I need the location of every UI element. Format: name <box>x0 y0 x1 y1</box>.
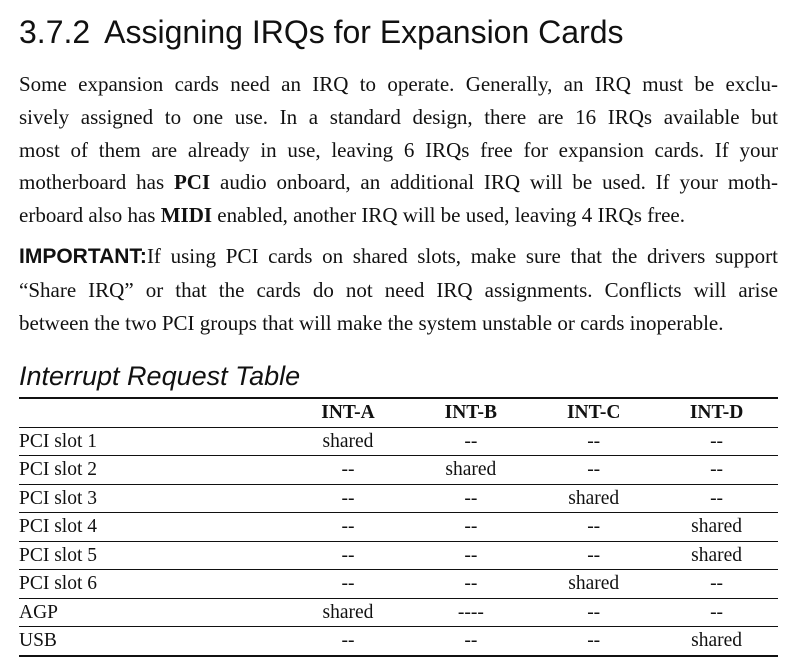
header-cell: INT-A <box>321 402 375 423</box>
important-label: IMPORTANT: <box>19 245 147 268</box>
irq-cell: -- <box>532 456 655 485</box>
table-row <box>19 484 778 513</box>
intro-line: sively assigned to one use. In a standard design, there are 16 IRQs available but <box>19 104 778 129</box>
table-row <box>19 513 778 542</box>
midi-term: MIDI <box>160 203 213 228</box>
irq-cell: shared <box>532 484 655 513</box>
irq-cell: -- <box>409 427 532 456</box>
irq-cell: shared <box>655 541 778 570</box>
irq-cell: -- <box>409 541 532 570</box>
header-cell: INT-B <box>444 402 498 423</box>
irq-cell: -- <box>532 627 655 656</box>
irq-cell: -- <box>287 570 410 599</box>
important-line: “Share IRQ” or that the cards do not need IRQ assignments. Conflicts will arise <box>19 277 778 302</box>
irq-cell: shared <box>655 513 778 542</box>
irq-cell: -- <box>655 427 778 456</box>
irq-cell: -- <box>409 627 532 656</box>
irq-cell: -- <box>532 598 655 627</box>
section-heading <box>19 12 624 52</box>
irq-cell: -- <box>409 484 532 513</box>
irq-cell: -- <box>532 513 655 542</box>
important-line <box>19 240 778 274</box>
irq-cell: shared <box>409 456 532 485</box>
irq-cell: -- <box>287 627 410 656</box>
irq-cell: -- <box>287 513 410 542</box>
interrupt-request-table <box>19 397 778 657</box>
header-cell: INT-C <box>566 402 621 423</box>
intro-paragraph <box>19 68 778 232</box>
irq-cell: -- <box>655 570 778 599</box>
header-cell <box>19 398 287 427</box>
irq-cell: shared <box>655 627 778 656</box>
irq-cell: -- <box>532 427 655 456</box>
table-row <box>19 598 778 627</box>
slot-label: PCI slot 3 <box>19 484 287 513</box>
irq-cell: -- <box>655 456 778 485</box>
slot-label: AGP <box>19 598 287 627</box>
irq-cell: -- <box>287 484 410 513</box>
intro-text: audio onboard, an additional IRQ will be used. If your moth- <box>210 170 778 195</box>
table-row <box>19 427 778 456</box>
table-row <box>19 541 778 570</box>
irq-cell: shared <box>287 598 410 627</box>
slot-label: PCI slot 4 <box>19 513 287 542</box>
pci-term: PCI <box>173 170 211 195</box>
irq-cell: -- <box>655 484 778 513</box>
irq-cell: shared <box>287 427 410 456</box>
slot-label: PCI slot 5 <box>19 541 287 570</box>
irq-cell: -- <box>532 541 655 570</box>
irq-cell: -- <box>655 598 778 627</box>
section-title: Assigning IRQs for Expansion Cards <box>104 14 624 50</box>
intro-line: most of them are already in use, leaving 6 IRQs free for expansion cards. If your <box>19 137 778 162</box>
irq-cell: -- <box>287 541 410 570</box>
slot-label: PCI slot 6 <box>19 570 287 599</box>
irq-cell: -- <box>409 513 532 542</box>
slot-label: PCI slot 2 <box>19 456 287 485</box>
irq-cell: shared <box>532 570 655 599</box>
table-header-row <box>19 398 778 427</box>
important-text: If using PCI cards on shared slots, make sure that the drivers support <box>146 244 778 268</box>
table-row <box>19 627 778 656</box>
intro-text: enabled, another IRQ will be used, leaving 4 IRQs free. <box>212 203 685 228</box>
table-title: Interrupt Request Table <box>19 361 301 391</box>
table-row <box>19 570 778 599</box>
table-row <box>19 456 778 485</box>
intro-line <box>19 166 778 199</box>
intro-line: Some expansion cards need an IRQ to operate. Generally, an IRQ must be exclu- <box>19 72 778 96</box>
intro-text: erboard also has <box>19 203 161 228</box>
intro-text: motherboard has <box>19 170 174 195</box>
section-number: 3.7.2 <box>19 14 91 50</box>
slot-label: PCI slot 1 <box>19 427 287 456</box>
irq-cell: -- <box>409 570 532 599</box>
important-note <box>19 240 778 339</box>
irq-cell: -- <box>287 456 410 485</box>
irq-cell: ---- <box>409 598 532 627</box>
intro-line <box>19 199 778 232</box>
slot-label: USB <box>19 627 287 656</box>
header-cell: INT-D <box>689 402 744 423</box>
important-line: between the two PCI groups that will make the system unstable or cards inoperable. <box>19 310 724 335</box>
